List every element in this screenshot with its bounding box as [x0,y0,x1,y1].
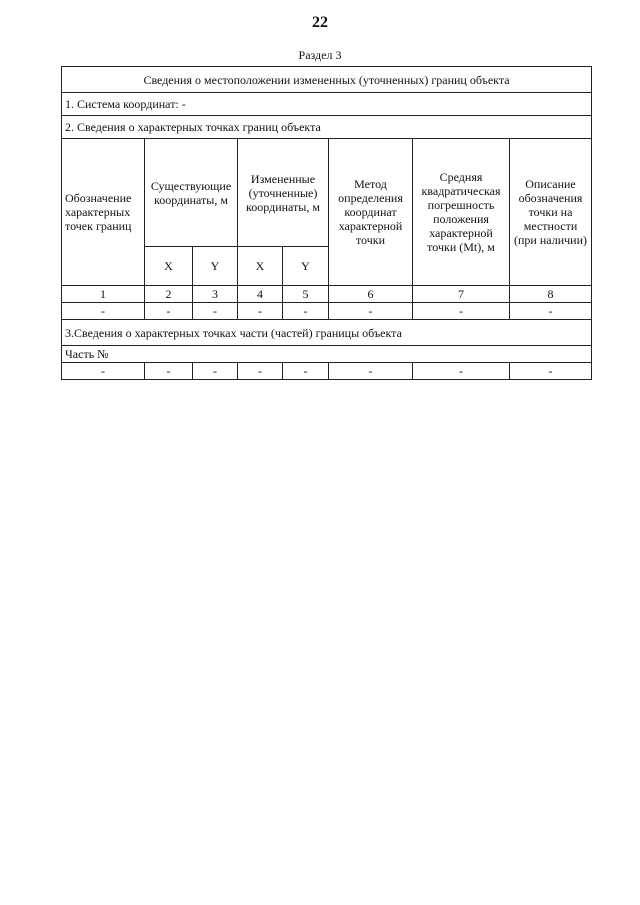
table-title: Сведения о местоположении измененных (уточненных) границ объекта [62,67,592,93]
table-row [62,363,592,380]
table-cell: - [62,363,145,380]
coordinate-system-row: 1. Система координат: - [62,93,592,116]
column-number: 5 [283,286,329,303]
table-cell: - [283,363,329,380]
header-y-existing: Y [193,247,238,286]
table-cell: - [413,303,510,320]
table-cell: - [238,363,283,380]
table-cell: - [510,363,592,380]
header-y-changed: Y [283,247,329,286]
table-cell: - [193,363,238,380]
part-number-row: Часть № [62,346,592,363]
table-row [62,303,592,320]
column-number: 4 [238,286,283,303]
table-cell: - [329,363,413,380]
header-method: Метод определения координат характерной точки [329,139,413,286]
column-numbers-row [62,286,592,303]
column-number: 6 [329,286,413,303]
column-number: 8 [510,286,592,303]
header-x-changed: X [238,247,283,286]
column-number: 7 [413,286,510,303]
header-changed-coordinates: Измененные (уточненные) координаты, м [238,139,329,247]
column-number: 3 [193,286,238,303]
page-number: 22 [312,14,328,31]
header-existing-coordinates: Существующие координаты, м [145,139,238,247]
header-description: Описание обозначения точки на местности (при наличии) [510,139,592,286]
table-cell: - [193,303,238,320]
header-error: Средняя квадратическая погрешность положения характерной точки (Mt), м [413,139,510,286]
table-cell: - [329,303,413,320]
part-heading-row: 3.Сведения о характерных точках части (частей) границы объекта [62,320,592,346]
section-title: Раздел 3 [298,48,342,62]
points-heading-row: 2. Сведения о характерных точках границ объекта [62,116,592,139]
table-cell: - [510,303,592,320]
table-cell: - [283,303,329,320]
header-designation: Обозначение характерных точек границ [62,139,145,286]
table-cell: - [413,363,510,380]
column-number: 2 [145,286,193,303]
column-number: 1 [62,286,145,303]
header-x-existing: X [145,247,193,286]
table-cell: - [145,363,193,380]
table-cell: - [145,303,193,320]
boundary-table [61,66,592,380]
table-cell: - [238,303,283,320]
table-cell: - [62,303,145,320]
